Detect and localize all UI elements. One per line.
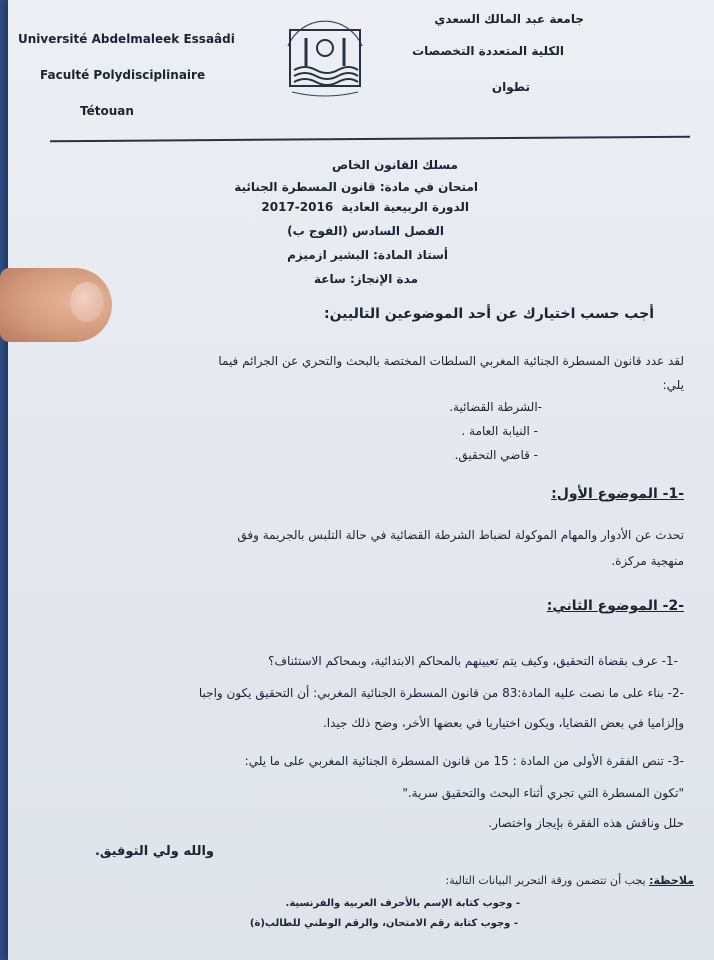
exam-teacher: أستاذ المادة: البشير ازميزم (287, 248, 448, 262)
list-item: - قاضي التحقيق. (454, 448, 538, 462)
city-ar: تطوان (491, 80, 530, 94)
topic2-question3-line3: حلل وناقش هذه الفقرة بإيجاز واختصار. (488, 816, 684, 830)
intro-line1: لقد عدد قانون المسطرة الجنائية المغربي السلطات المختصة بالبحث والتحري عن الجرائم فيما (218, 354, 684, 368)
note-line3: - وجوب كتابة رقم الامتحان، والرقم الوطني للطالب(ة) (249, 918, 518, 929)
exam-track: مسلك القانون الخاص (331, 158, 458, 172)
exam-duration: مدة الإنجاز: ساعة (314, 272, 418, 286)
finger (0, 268, 112, 342)
topic1-line2: منهجية مركزة. (611, 554, 684, 568)
topic1-title: -1- الموضوع الأول: (551, 486, 684, 502)
topic2-question2-line2: وإلزاميا في بعض القضايا، ويكون اختياريا في بعضها الأخر، وضح ذلك جيدا. (322, 716, 684, 730)
note-text: يجب أن تتضمن ورقة التحرير البيانات التالية: (445, 874, 646, 887)
topic2-question3-quote: "تكون المسطرة التي تجري أثناء البحث والتحقيق سرية." (402, 786, 684, 800)
exam-subject: امتحان في مادة: قانون المسطرة الجنائية (234, 180, 478, 194)
topic2-question1: -1- عرف بقضاة التحقيق، وكيف يتم تعيينهم بالمحاكم الابتدائية، وبمحاكم الاستئناف؟ (268, 654, 678, 668)
topic2-title: -2- الموضوع الثاني: (546, 598, 684, 614)
fingernail (70, 282, 104, 322)
faculty-name-ar: الكلية المتعددة التخصصات (412, 44, 564, 58)
topic2-question3-line1: -3- تنص الفقرة الأولى من المادة : 15 من قانون المسطرة الجنائية المغربي على ما يلي: (244, 754, 684, 768)
exam-session-name: الدورة الربيعية العادية (341, 200, 469, 214)
header-divider (50, 136, 690, 142)
topic1-line1: تحدث عن الأدوار والمهام الموكولة لضباط الشرطة القضائية في حالة التلبس بالجريمة وفق (237, 528, 684, 542)
note-label: ملاحظة: (649, 874, 694, 887)
exam-paper (8, 0, 714, 960)
note-line1 (446, 874, 694, 887)
university-name-fr: Université Abdelmaleek Essaâdi (18, 32, 235, 46)
topic2-question2-line1: -2- بناء على ما نصت عليه المادة:83 من قانون المسطرة الجنائية المغربي: أن التحقيق يكون واجبا (198, 686, 684, 700)
instructions: أجب حسب اختيارك عن أحد الموضوعين التاليين: (323, 306, 654, 322)
university-name-ar: جامعة عبد المالك السعدي (434, 12, 584, 26)
faculty-logo-icon (270, 8, 380, 98)
exam-session (261, 200, 469, 214)
intro-line2: يلي: (662, 378, 684, 392)
list-item: -الشرطة القضائية. (449, 400, 542, 414)
exam-semester: الفصل السادس (الفوج ب) (287, 224, 444, 238)
closing: والله ولي التوفيق. (94, 844, 214, 859)
city-fr: Tétouan (80, 104, 134, 118)
list-item: - النيابة العامة . (461, 424, 538, 438)
faculty-name-fr: Faculté Polydisciplinaire (40, 68, 206, 82)
note-line2: - وجوب كتابة الإسم بالأحرف العربية والفرنسية. (285, 898, 520, 909)
exam-year: 2017-2016 (261, 200, 334, 214)
